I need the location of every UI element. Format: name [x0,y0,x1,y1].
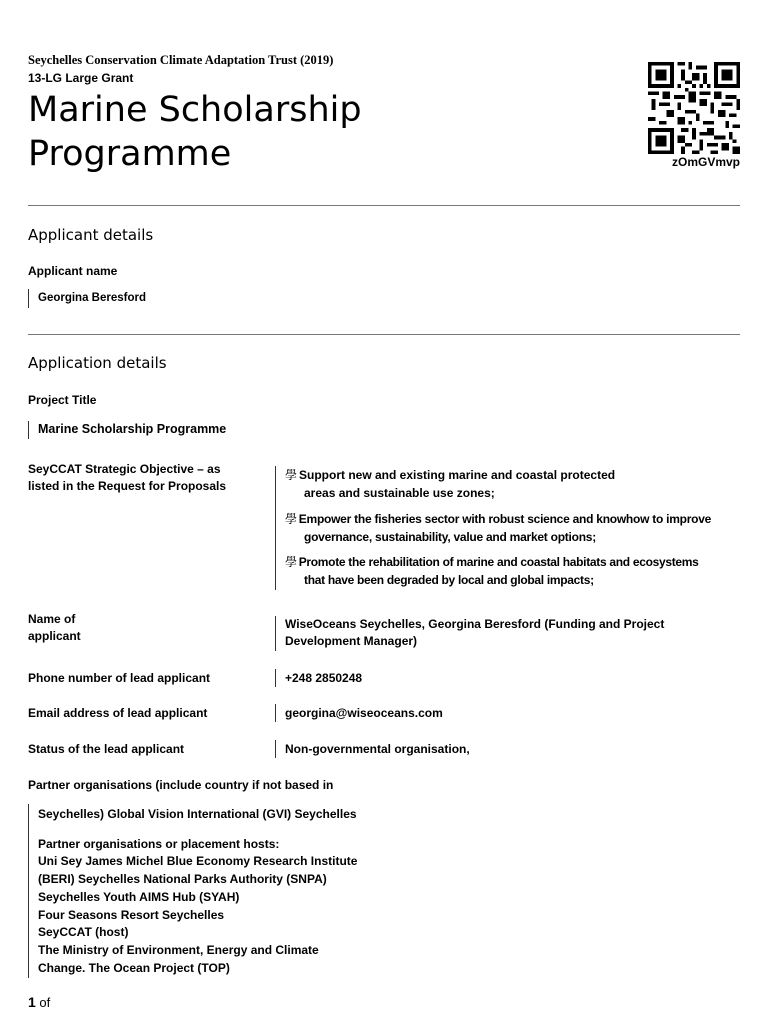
partners-line: The Ministry of Environment, Energy and Climate [38,942,319,957]
partners-line: Change. The Ocean Project (TOP) [38,960,230,975]
partners-line: Seychelles Youth AIMS Hub (SYAH) [38,889,240,904]
partners-line: (BERI) Seychelles National Parks Authority (SNPA) [38,872,327,887]
objective-text: Promote the rehabilitation of marine and coastal habitats and ecosystems [298,555,699,569]
qr-code-icon [648,62,740,154]
grant-type: 13-LG Large Grant [28,71,134,85]
objective-label [28,461,226,495]
field-bar [28,289,29,308]
bullet-icon: 學 [285,512,297,526]
applicant-name-value: Georgina Beresford [38,292,146,304]
project-title-value: Marine Scholarship Programme [38,422,227,436]
field-bar [275,704,276,722]
applicant-org-label-line-1: Name of [28,612,76,626]
applicant-org-value [285,616,664,650]
page-footer [28,994,50,1010]
partners-line: Partner organisations or placement hosts: [38,836,280,851]
project-title-label: Project Title [28,393,97,407]
title-line-2: Programme [28,134,232,174]
partners-spacer [38,824,357,836]
phone-label: Phone number of lead applicant [28,671,211,685]
divider [28,205,740,206]
objective-item [285,553,745,589]
objective-text: Empower the fisheries sector with robust science and knowhow to improve [298,512,712,526]
partners-line: Four Seasons Resort Seychelles [38,907,225,922]
applicant-org-label-line-2: applicant [28,629,81,643]
bullet-icon: 學 [285,555,297,569]
field-bar [275,466,276,590]
field-bar [28,421,29,439]
applicant-org-label [28,611,81,645]
section-heading-applicant: Applicant details [28,226,154,244]
page-number: 1 [28,994,36,1010]
objective-label-line-1: SeyCCAT Strategic Objective – as [28,462,221,476]
objective-item [285,510,745,546]
objective-item [285,466,745,502]
email-value: georgina@wiseoceans.com [285,706,443,720]
status-value: Non-governmental organisation, [285,742,470,756]
field-bar [275,616,276,651]
objective-text-cont: that have been degraded by local and global impacts; [304,573,594,587]
status-label: Status of the lead applicant [28,742,185,756]
partners-line: Uni Sey James Michel Blue Economy Research Institute [38,854,358,869]
document-title [28,88,362,176]
title-line-1: Marine Scholarship [28,90,362,130]
bullet-icon: 學 [285,468,298,482]
applicant-org-value-line-2: Development Manager) [285,634,418,648]
applicant-org-value-line-1: WiseOceans Seychelles, Georgina Beresford (Funding and Project [285,617,665,631]
divider [28,334,740,335]
objective-text-cont: areas and sustainable use zones; [304,486,495,500]
objective-label-line-2: listed in the Request for Proposals [28,479,227,493]
partners-line: SeyCCAT (host) [38,925,129,940]
qr-code-text: zOmGVmvp [671,155,740,169]
objective-text-cont: governance, sustainability, value and market options; [304,530,596,544]
partners-list [38,806,357,977]
field-bar [28,804,29,978]
partners-label: Partner organisations (include country if not based in [28,778,334,792]
section-heading-application: Application details [28,354,167,372]
field-bar [275,669,276,687]
partners-line: Seychelles) Global Vision International (GVI) Seychelles [38,807,357,821]
organization-name: Seychelles Conservation Climate Adaptation Trust (2019) [28,53,334,67]
page-of: of [39,995,51,1010]
objective-text: Support new and existing marine and coastal protected [299,468,616,482]
field-bar [275,740,276,758]
phone-value: +248 2850248 [285,671,363,685]
applicant-name-label: Applicant name [28,264,118,278]
email-label: Email address of lead applicant [28,706,208,720]
